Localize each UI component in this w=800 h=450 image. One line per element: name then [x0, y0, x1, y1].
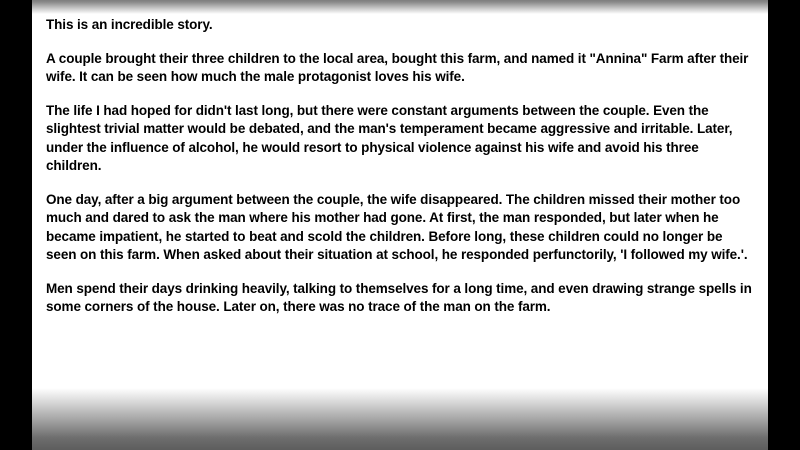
- letterbox-left: [0, 0, 32, 450]
- paragraph: One day, after a big argument between the couple, the wife disappeared. The children missed their mother too much and dared to ask the man where his mother had gone. At first, the man responded, but later when he became impatient, he started to beat and scold the children. Before long, these children could no longer be seen on this farm. When asked about their situation at school, he responded perfunctorily, 'I followed my wife.'.: [46, 191, 748, 262]
- paragraph: A couple brought their three children to the local area, bought this farm, and named it "Annina" Farm after their wife. It can be seen how much the male protagonist loves his wife.: [46, 50, 749, 84]
- document-page: [32, 0, 768, 450]
- paragraph: Men spend their days drinking heavily, talking to themselves for a long time, and even drawing strange spells in some corners of the house. Later on, there was no trace of the man on the farm.: [46, 280, 752, 314]
- top-fade-strip: [32, 0, 768, 14]
- letterbox-right: [768, 0, 800, 450]
- paragraph: The life I had hoped for didn't last long, but there were constant arguments between the couple. Even the slightest trivial matter would be debated, and the man's temperament became aggressive and irritable. Later, under the influence of alcohol, he would resort to physical violence against his wife and avoid his three children.: [46, 102, 733, 173]
- paragraph: This is an incredible story.: [46, 17, 213, 32]
- document-content: [46, 16, 752, 317]
- bottom-fade-strip: [32, 388, 768, 450]
